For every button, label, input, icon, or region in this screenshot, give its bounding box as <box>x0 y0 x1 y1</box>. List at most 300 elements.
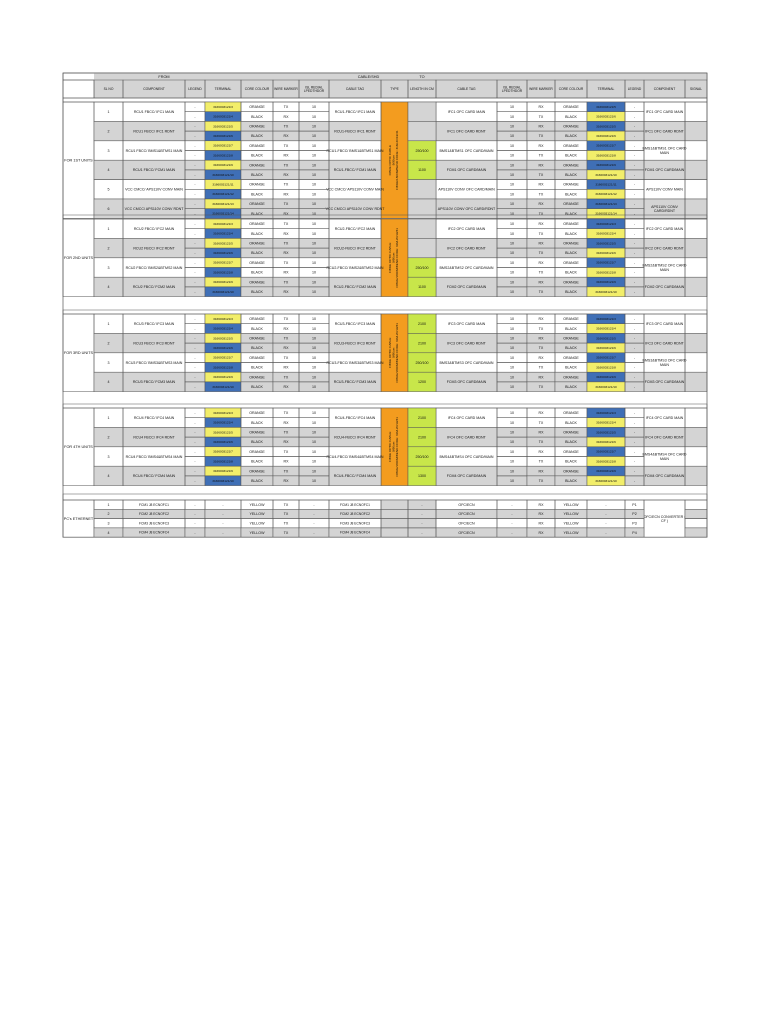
legend-dash: - <box>194 326 196 331</box>
isl-to-value: 10 <box>510 153 514 158</box>
to-component: IFC3 OFC CARD RDNT <box>645 341 684 346</box>
wire-marker-to: RX <box>538 449 544 454</box>
wire-marker-to: TX <box>538 270 544 275</box>
legend-to-dash: - <box>633 326 636 331</box>
isl-to-value: 10 <box>510 163 514 168</box>
legend-to-dash: - <box>633 420 636 425</box>
wire-marker: TX <box>283 469 289 474</box>
header-label-core: CORE COLOUR <box>244 87 270 92</box>
header-label-islto: ISL REDIAL LPEDTHDOR <box>501 85 523 94</box>
isl-value: 10 <box>312 105 316 110</box>
pc-wire-marker-to: RX <box>538 530 544 535</box>
legend-dash: - <box>194 163 196 168</box>
wire-marker: TX <box>283 260 289 265</box>
pc-terminal-to: - <box>605 512 607 517</box>
from-component: RCU3 FBCC/ FCM3 MAIN <box>132 380 176 385</box>
core-colour-to: ORANGE <box>563 280 579 285</box>
sl-no: 1 <box>107 109 110 114</box>
pc-cable-tag: FCM3 J8 ECNOFC3 <box>339 521 371 526</box>
length-value: 2100 <box>418 435 426 440</box>
header-label-wmto: WIRE MARKER <box>529 87 553 92</box>
to-cable-tag: IFC1 OFC CARD MAIN <box>447 109 486 114</box>
row-fill <box>685 466 707 485</box>
pc-core-to: YELLOW <box>563 512 579 517</box>
to-component: IFC1 OFC CARD MAIN <box>645 109 684 114</box>
legend-dash: - <box>194 231 196 236</box>
terminal-id: 3166003121/4 <box>213 231 233 236</box>
terminal-to-id: 3166003121/5 <box>596 124 616 129</box>
terminal-to-id: 3166003121/9 <box>596 469 616 474</box>
signal-cell <box>685 180 707 199</box>
wire-marker-to: RX <box>538 241 544 246</box>
core-colour: ORANGE <box>249 469 265 474</box>
core-colour: ORANGE <box>249 449 265 454</box>
wire-marker-to: TX <box>538 134 544 139</box>
terminal-id: 3166003121/12 <box>212 192 234 197</box>
legend-to-dash: - <box>633 270 636 275</box>
legend-to-dash: - <box>633 469 636 474</box>
isl-value: 10 <box>312 290 316 295</box>
pc-port: P1 <box>632 502 637 507</box>
pc-wire-marker: TX <box>283 530 289 535</box>
signal-cell <box>685 447 707 466</box>
isl-to-value: 10 <box>510 270 514 275</box>
from-component: RCU1 FBCC/ IFC1 RDNT <box>133 129 175 134</box>
legend-dash: - <box>194 469 196 474</box>
row-fill <box>685 372 707 391</box>
legend-to-dash: - <box>633 231 636 236</box>
wire-marker: TX <box>283 280 289 285</box>
isl-to-value: 10 <box>510 280 514 285</box>
header-label-compto: COMPONENT <box>653 87 676 92</box>
pc-terminal-to: - <box>605 530 607 535</box>
to-component: BMS3&BTMS3 OFC CARD MAIN <box>642 358 687 367</box>
wire-marker: RX <box>283 365 289 370</box>
core-colour: BLACK <box>251 479 263 484</box>
signal-cell <box>685 353 707 372</box>
legend-to-dash: - <box>633 211 636 216</box>
wire-marker: TX <box>283 143 289 148</box>
isl-value: 10 <box>312 346 316 351</box>
core-colour: BLACK <box>251 192 263 197</box>
core-colour-to: ORANGE <box>563 105 579 110</box>
core-colour-to: BLACK <box>565 251 577 256</box>
header-label-tag: CABLE TAG <box>345 87 365 92</box>
core-colour-to: ORANGE <box>563 222 579 227</box>
wire-marker-to: TX <box>538 385 544 390</box>
terminal-id: 3166003121/4 <box>213 114 233 119</box>
terminal-to-id: 3166003121/7 <box>596 355 616 360</box>
pc-isl-to: - <box>511 521 513 526</box>
cable-tag: RCU1-FBCC/ BMS1&BTMS1 MAIN <box>326 148 384 153</box>
core-colour-to: BLACK <box>565 326 577 331</box>
wire-marker: RX <box>283 290 289 295</box>
core-colour: ORANGE <box>249 336 265 341</box>
cable-tag: RCU4-FBCC/ FCM4 MAIN <box>333 474 377 479</box>
terminal-id: 3166003121/3 <box>213 104 233 109</box>
group-spacer <box>63 404 707 408</box>
terminal-id: 3166003121/7 <box>213 355 233 360</box>
length-value: 2100 <box>418 321 426 326</box>
wire-marker-to: TX <box>538 251 544 256</box>
legend-to-dash: - <box>633 355 636 360</box>
terminal-to-id: 3166003121/9 <box>596 280 616 285</box>
row-fill <box>685 160 707 179</box>
wire-marker: TX <box>283 222 289 227</box>
cable-tag: RCU3-FBCC/ FCM3 MAIN <box>333 380 377 385</box>
from-component: RCU4 FBCC/ BMS4&BTMS4 MAIN <box>125 454 183 459</box>
from-component: RCU1 FBCC/ BMS1&BTMS1 MAIN <box>125 148 183 153</box>
wire-marker-to: RX <box>538 375 544 380</box>
length-fill <box>408 102 436 121</box>
row-fill <box>685 238 707 257</box>
to-component: BMS2&BTMS2 OFC CARD MAIN <box>642 263 687 272</box>
cable-tag: VCC CMCC/ APS110V CONV RDNT <box>325 206 385 211</box>
pc-isl-to: - <box>511 530 513 535</box>
cable-tag: RCU3-FBCC/ IFC3 MAIN <box>334 321 376 326</box>
legend-to-dash: - <box>633 336 636 341</box>
length-value: 2100 <box>418 341 426 346</box>
core-colour: BLACK <box>251 290 263 295</box>
pc-terminal: - <box>222 502 224 507</box>
pc-wire-marker: TX <box>283 521 289 526</box>
legend-to-dash: - <box>633 143 636 148</box>
legend-dash: - <box>194 420 196 425</box>
pc-terminal-to: - <box>605 502 607 507</box>
legend-dash: - <box>194 241 196 246</box>
terminal-to-id: 3166003121/4 <box>596 231 616 236</box>
pc-port: P3 <box>632 521 637 526</box>
isl-value: 10 <box>312 469 316 474</box>
terminal-id: 3166003121/7 <box>213 449 233 454</box>
length-value: 1300 <box>418 474 426 479</box>
terminal-to-id: 3166003121/10 <box>595 384 617 389</box>
wire-marker-to: TX <box>538 326 544 331</box>
pc-legend: - <box>194 502 196 507</box>
signal-cell <box>685 314 707 333</box>
core-colour: ORANGE <box>249 202 265 207</box>
terminal-id: 3166003121/8 <box>213 153 233 158</box>
to-cable-tag: IFC3 OFC CARD RDNT <box>447 341 486 346</box>
header-top-fill <box>94 73 707 80</box>
core-colour-to: BLACK <box>565 385 577 390</box>
terminal-to-id: 3166003121/3 <box>596 221 616 226</box>
core-colour: ORANGE <box>249 105 265 110</box>
length-value: 250/100 <box>415 265 429 270</box>
length-value: 250/100 <box>415 454 429 459</box>
core-colour-to: ORANGE <box>563 163 579 168</box>
core-colour-to: ORANGE <box>563 411 579 416</box>
core-colour: BLACK <box>251 385 263 390</box>
cable-type-label: FIBRE OPTIC CABLE9/90umFIBRE/1800M/BEND CODE: 31M-20/19/31 <box>387 228 400 288</box>
legend-to-dash: - <box>633 105 636 110</box>
to-component: APS110V CONV CARD/RDNT <box>651 204 678 214</box>
wire-marker: RX <box>283 114 289 119</box>
legend-to-dash: - <box>633 280 636 285</box>
cable-tag: RCU1-FBCC/ IFC1 RDNT <box>334 129 376 134</box>
terminal-to-id: 3166003121/9 <box>596 163 616 168</box>
isl-to-value: 10 <box>510 317 514 322</box>
wire-marker: RX <box>283 173 289 178</box>
core-colour-to: BLACK <box>565 290 577 295</box>
signal-cell <box>685 258 707 277</box>
wire-marker-to: RX <box>538 411 544 416</box>
terminal-id: 3166003121/14 <box>212 211 234 216</box>
wire-marker: TX <box>283 182 289 187</box>
legend-dash: - <box>194 459 196 464</box>
core-colour: ORANGE <box>249 124 265 129</box>
to-component: BMS4&BTMS4 OFC CARD MAIN <box>642 452 687 461</box>
core-colour: BLACK <box>251 231 263 236</box>
wire-marker-to: TX <box>538 211 544 216</box>
wire-marker: TX <box>283 411 289 416</box>
terminal-to-id: 3166003121/7 <box>596 260 616 265</box>
to-cable-tag: BMS4&BTMS4 OFC CARD/MAIN <box>439 454 494 459</box>
wire-marker-to: TX <box>538 290 544 295</box>
isl-to-value: 10 <box>510 346 514 351</box>
core-colour: BLACK <box>251 211 263 216</box>
terminal-to-id: 3166003121/6 <box>596 346 616 351</box>
wire-marker-to: RX <box>538 202 544 207</box>
core-colour-to: BLACK <box>565 365 577 370</box>
legend-to-dash: - <box>633 153 636 158</box>
core-colour-to: ORANGE <box>563 469 579 474</box>
unit-label: FOR 3RD UNITS <box>63 351 94 356</box>
isl-value: 10 <box>312 440 316 445</box>
to-cable-tag: IFC4 OFC CARD RDNT <box>447 435 486 440</box>
pc-cable-tag: FCM2 J8 ECNOFC2 <box>339 512 371 517</box>
legend-to-dash: - <box>633 241 636 246</box>
legend-to-dash: - <box>633 202 636 207</box>
legend-to-dash: - <box>633 192 636 197</box>
core-colour: BLACK <box>251 270 263 275</box>
core-colour: ORANGE <box>249 355 265 360</box>
terminal-to-id: 3166003121/7 <box>596 143 616 148</box>
length-value: 1100 <box>418 168 426 173</box>
legend-to-dash: - <box>633 124 636 129</box>
wire-marker-to: TX <box>538 231 544 236</box>
length-value: 250/100 <box>415 360 429 365</box>
terminal-to-id: 3166003121/8 <box>596 270 616 275</box>
core-colour-to: ORANGE <box>563 241 579 246</box>
isl-to-value: 10 <box>510 241 514 246</box>
legend-dash: - <box>194 211 196 216</box>
pc-legend: - <box>194 530 196 535</box>
header-label-tagto: CABLE TAG <box>457 87 476 92</box>
legend-to-dash: - <box>633 479 636 484</box>
terminal-to-id: 3166003121/13 <box>595 201 617 206</box>
legend-dash: - <box>194 375 196 380</box>
core-colour: ORANGE <box>249 143 265 148</box>
to-component: FCM4 OFC CARD/MAIN <box>644 474 685 479</box>
pc-length: - <box>421 530 423 535</box>
pc-isl-to: - <box>511 512 513 517</box>
wire-marker-to: TX <box>538 420 544 425</box>
terminal-id: 3166003121/9 <box>213 375 233 380</box>
length-value: 1100 <box>418 285 426 290</box>
signal-cell <box>685 408 707 427</box>
sl-no: 3 <box>107 454 110 459</box>
wire-marker-to: RX <box>538 355 544 360</box>
wire-marker-to: RX <box>538 317 544 322</box>
wire-marker: RX <box>283 134 289 139</box>
terminal-to-id: 3166003121/11 <box>595 182 617 187</box>
core-colour-to: BLACK <box>565 153 577 158</box>
legend-to-dash: - <box>633 459 636 464</box>
core-colour-to: ORANGE <box>563 355 579 360</box>
legend-dash: - <box>194 260 196 265</box>
length-fill <box>408 238 436 257</box>
legend-to-dash: - <box>633 251 636 256</box>
wire-marker-to: TX <box>538 459 544 464</box>
wire-marker-to: RX <box>538 280 544 285</box>
core-colour: ORANGE <box>249 430 265 435</box>
legend-to-dash: - <box>633 163 636 168</box>
from-component: RCU1 FBCC/ IFC1 MAIN <box>133 109 175 114</box>
to-component: IFC2 OFC CARD MAIN <box>645 226 684 231</box>
legend-dash: - <box>194 430 196 435</box>
pc-spacer <box>63 494 707 500</box>
length-fill <box>408 199 436 218</box>
from-component: VCC CMCC/ APS110V CONV RDNT <box>124 206 184 211</box>
isl-value: 10 <box>312 385 316 390</box>
cable-tag: RCU3-FBCC/ BMS3&BTMS3 MAIN <box>326 360 384 365</box>
legend-dash: - <box>194 355 196 360</box>
terminal-id: 3166003121/3 <box>213 410 233 415</box>
terminal-id: 3166003121/10 <box>212 384 234 389</box>
isl-to-value: 10 <box>510 336 514 341</box>
to-cable-tag: FCM4 OFC CARD/MAIN <box>446 474 487 479</box>
legend-dash: - <box>194 346 196 351</box>
pc-cable-tag: FCM1 J8 ECNOFC1 <box>339 502 371 507</box>
pc-wire-marker: TX <box>283 502 289 507</box>
legend-dash: - <box>194 251 196 256</box>
isl-to-value: 10 <box>510 251 514 256</box>
to-cable-tag: IFC1 OFC CARD RDNT <box>447 129 486 134</box>
sl-no: 3 <box>107 265 110 270</box>
pc-from: FCM4 J8 ECNOFC4 <box>138 530 170 535</box>
pc-length: - <box>421 502 423 507</box>
isl-to-value: 10 <box>510 375 514 380</box>
isl-value: 10 <box>312 355 316 360</box>
to-cable-tag: BMS1&BTMS1 OFC CARD/MAIN <box>439 148 494 153</box>
isl-value: 10 <box>312 479 316 484</box>
to-component: IFC1 OFC CARD RDNT <box>645 129 684 134</box>
pc-terminal: - <box>222 521 224 526</box>
signal-cell <box>685 141 707 160</box>
pc-terminal: - <box>222 530 224 535</box>
to-component: FCM3 OFC CARD/MAIN <box>644 380 685 385</box>
core-colour: BLACK <box>251 134 263 139</box>
to-component: BMS1&BTMS1 OFC CARD MAIN <box>642 146 687 155</box>
sl-no: 1 <box>107 226 110 231</box>
legend-to-dash: - <box>633 346 636 351</box>
wire-marker: RX <box>283 211 289 216</box>
header-fill <box>94 80 707 98</box>
signal-cell <box>685 102 707 121</box>
cable-tag: RCU2-FBCC/ BMS2&BTMS2 MAIN <box>326 265 384 270</box>
isl-to-value: 10 <box>510 365 514 370</box>
isl-value: 10 <box>312 365 316 370</box>
core-colour: BLACK <box>251 153 263 158</box>
isl-to-value: 10 <box>510 479 514 484</box>
isl-value: 10 <box>312 326 316 331</box>
wire-marker-to: RX <box>538 124 544 129</box>
wire-marker-to: TX <box>538 479 544 484</box>
pc-from: FCM1 J8 ECNOFC1 <box>138 502 170 507</box>
isl-value: 10 <box>312 270 316 275</box>
header-unit-cell <box>63 80 94 98</box>
isl-value: 10 <box>312 336 316 341</box>
header-label-len: LENGTH IN CM <box>410 87 434 92</box>
wire-marker: RX <box>283 385 289 390</box>
terminal-to-id: 3166003121/4 <box>596 420 616 425</box>
to-cable-tag: IFC2 OFC CARD MAIN <box>447 226 486 231</box>
core-colour-to: ORANGE <box>563 336 579 341</box>
core-colour-to: BLACK <box>565 479 577 484</box>
core-colour: BLACK <box>251 459 263 464</box>
core-colour-to: ORANGE <box>563 143 579 148</box>
group-spacer <box>63 98 707 102</box>
terminal-id: 3166003121/13 <box>212 201 234 206</box>
isl-to-value: 10 <box>510 211 514 216</box>
terminal-to-id: 3166003121/8 <box>596 365 616 370</box>
legend-dash: - <box>194 143 196 148</box>
to-cable-tag: APS110V CONV OFC CARD/RDNT <box>437 206 496 211</box>
pc-row-fill <box>685 509 707 518</box>
legend-to-dash: - <box>633 385 636 390</box>
row-fill <box>685 277 707 296</box>
core-colour-to: ORANGE <box>563 430 579 435</box>
pc-legend: - <box>194 521 196 526</box>
wire-marker: TX <box>283 202 289 207</box>
pc-port: P4 <box>632 530 637 535</box>
pc-legend: - <box>194 512 196 517</box>
isl-value: 10 <box>312 222 316 227</box>
to-cable-tag: FCM1 OFC CARD/MAIN <box>446 168 487 173</box>
terminal-id: 3166003121/10 <box>212 478 234 483</box>
pc-length: - <box>421 512 423 517</box>
isl-to-value: 10 <box>510 143 514 148</box>
legend-dash: - <box>194 105 196 110</box>
header-to: TO <box>419 74 425 79</box>
cable-type-label: FIBRE OPTIC CABLE9/90umFIBRE/1800M/BEND CODE: 31M-20/19/31 <box>387 323 400 383</box>
terminal-id: 3166003121/9 <box>213 163 233 168</box>
from-component: RCU4 FBCC/ IFC4 MAIN <box>133 415 175 420</box>
terminal-id: 3166003121/6 <box>213 440 233 445</box>
core-colour-to: BLACK <box>565 192 577 197</box>
terminal-id: 3166003121/8 <box>213 270 233 275</box>
isl-value: 10 <box>312 124 316 129</box>
core-colour-to: BLACK <box>565 270 577 275</box>
wire-marker-to: RX <box>538 336 544 341</box>
cable-tag: VCC CMCC/ APS110V CONV MAIN <box>326 187 384 192</box>
terminal-to-id: 3166003121/5 <box>596 104 616 109</box>
terminal-to-id: 3166003121/6 <box>596 440 616 445</box>
terminal-to-id: 3166003121/3 <box>596 316 616 321</box>
legend-dash: - <box>194 479 196 484</box>
wire-marker: RX <box>283 420 289 425</box>
core-colour-to: ORANGE <box>563 317 579 322</box>
pc-cable-tag: FCM4 J8 ECNOFC4 <box>339 530 371 535</box>
to-cable-tag: BMS2&BTMS2 OFC CARD/MAIN <box>439 265 494 270</box>
to-component: FCM1 OFC CARD/MAIN <box>644 168 685 173</box>
isl-to-value: 10 <box>510 105 514 110</box>
header-label-leg: LEGEND <box>188 87 202 92</box>
length-fill <box>408 121 436 140</box>
pc-core: YELLOW <box>249 530 265 535</box>
isl-to-value: 10 <box>510 290 514 295</box>
